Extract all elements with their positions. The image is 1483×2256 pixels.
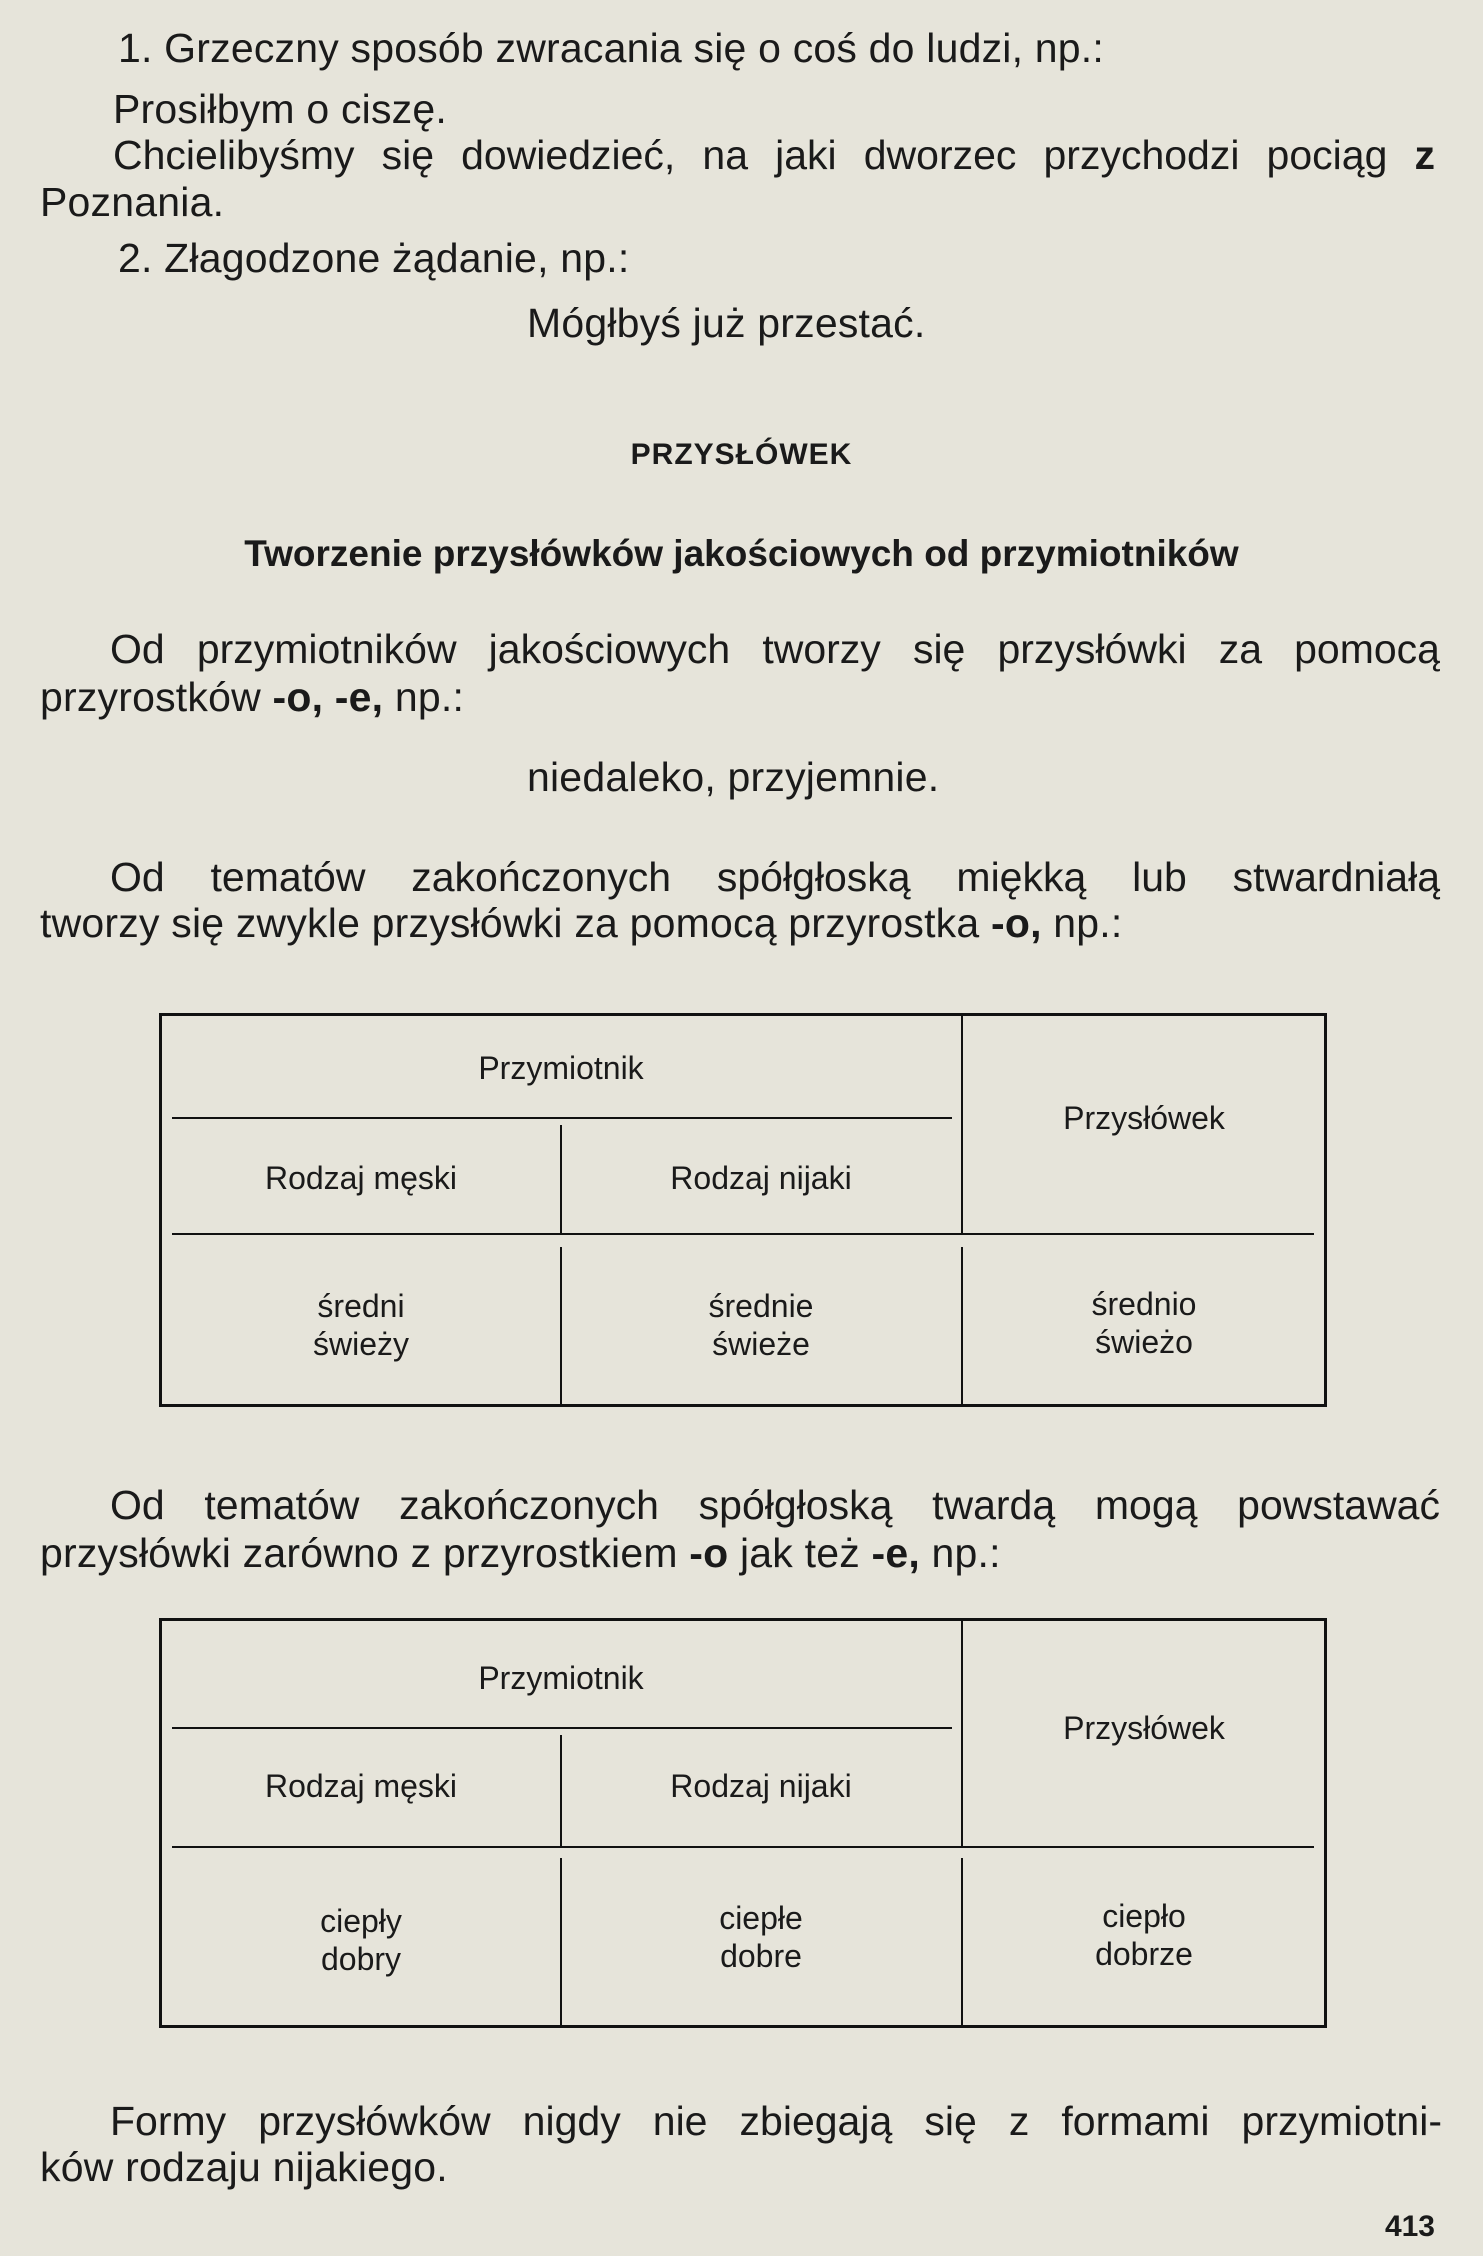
header-neuter: Rodzaj nijaki [670, 1768, 852, 1804]
table-cell-masculine: ciepły dobry [320, 1903, 402, 1977]
table-cell-neuter: ciepłe dobre [719, 1900, 803, 1974]
list-item-1: 1. Grzeczny sposób zwracania się o coś do ludzi, np.: [118, 25, 1104, 71]
example-sentence: Prosiłbym o ciszę. [113, 86, 447, 132]
page-number: 413 [1384, 2210, 1435, 2243]
section-title: PRZYSŁÓWEK [630, 438, 853, 471]
table-cell-adverb: średnio świeżo [1091, 1286, 1197, 1360]
paragraph-line: przysłówki zarówno z przyrostkiem -o jak też -e, np.: [40, 1530, 1001, 1576]
example-sentence-cont: Poznania. [40, 179, 225, 225]
header-masculine: Rodzaj męski [264, 1768, 458, 1804]
example-sentence: Chcielibyśmy się dowiedzieć, na jaki dworzec przychodzi pociąg z [113, 132, 1435, 178]
paragraph-line: Od tematów zakończonych spółgłoską miękką lub stwardniałą [110, 854, 1440, 900]
example-sentence: Mógłbyś już przestać. [527, 300, 926, 346]
paragraph-line: tworzy się zwykle przysłówki za pomocą przyrostka -o, np.: [40, 900, 1123, 946]
header-adverb: Przysłówek [1063, 1710, 1225, 1746]
paragraph-line: Od przymiotników jakościowych tworzy się przysłówki za pomocą [110, 626, 1440, 672]
paragraph-line: Formy przysłówków nigdy nie zbiegają się z formami przymiotni- [110, 2098, 1442, 2144]
list-item-2: 2. Złagodzone żądanie, np.: [118, 235, 630, 281]
section-subtitle: Tworzenie przysłówków jakościowych od przymiotników [244, 533, 1239, 574]
example-words: niedaleko, przyjemnie. [527, 754, 940, 800]
paragraph-line: przyrostków -o, -e, np.: [40, 674, 465, 720]
header-adverb: Przysłówek [1063, 1100, 1225, 1136]
header-adjective: Przymiotnik [478, 1660, 644, 1696]
table-cell-masculine: średni świeży [312, 1288, 409, 1362]
header-masculine: Rodzaj męski [264, 1160, 458, 1196]
table-cell-neuter: średnie świeże [708, 1288, 814, 1362]
table-cell-adverb: ciepło dobrze [1095, 1898, 1193, 1972]
header-adjective: Przymiotnik [478, 1050, 644, 1086]
paragraph-line: Od tematów zakończonych spółgłoską twardą mogą powstawać [110, 1482, 1440, 1528]
header-neuter: Rodzaj nijaki [670, 1160, 852, 1196]
paragraph-line: ków rodzaju nijakiego. [40, 2144, 448, 2190]
